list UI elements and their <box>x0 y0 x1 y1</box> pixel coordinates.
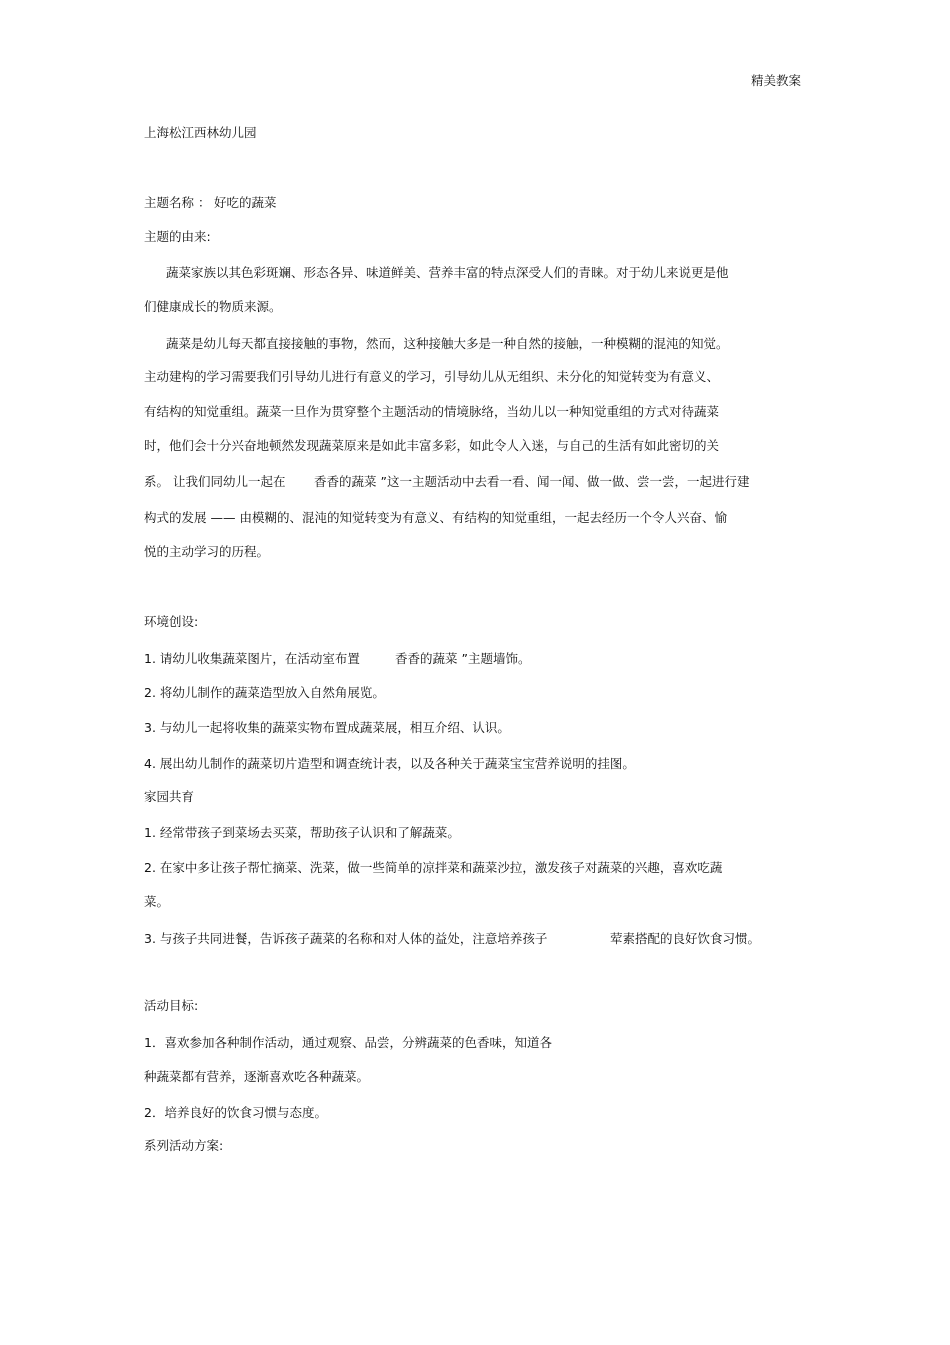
origin-p2-line2: 主动建构的学习需要我们引导幼儿进行有意义的学习，引导幼儿从无组织、未分化的知觉转变为有意义、 <box>144 369 720 384</box>
theme-name-value: 好吃的蔬菜 <box>214 195 277 210</box>
environment-item2: 2. 将幼儿制作的蔬菜造型放入自然角展览。 <box>144 685 385 700</box>
environment-item4: 4. 展出幼儿制作的蔬菜切片造型和调查统计表，以及各种关于蔬菜宝宝营养说明的挂图。 <box>144 756 635 771</box>
environment-item3: 3. 与幼儿一起将收集的蔬菜实物布置成蔬菜展，相互介绍、认识。 <box>144 720 510 735</box>
series-heading: 系列活动方案: <box>144 1138 224 1153</box>
home-item2-line1: 2. 在家中多让孩子帮忙摘菜、洗菜，做一些简单的凉拌菜和蔬菜沙拉，激发孩子对蔬菜的兴趣，喜欢吃蔬 <box>144 860 723 875</box>
home-item2-line2: 菜。 <box>144 894 170 909</box>
goal1-line2: 种蔬菜都有营养，逐渐喜欢吃各种蔬菜。 <box>144 1069 370 1084</box>
origin-p2-line4: 时，他们会十分兴奋地顿然发现蔬菜原来是如此丰富多彩，如此令人入迷，与自己的生活有如此密切的关 <box>144 438 720 453</box>
environment-heading: 环境创设: <box>144 614 199 629</box>
environment-item1-part2: 香香的蔬菜 ”主题墙饰。 <box>395 651 531 666</box>
origin-heading: 主题的由来: <box>144 229 211 244</box>
home-item1: 1. 经常带孩子到菜场去买菜，帮助孩子认识和了解蔬菜。 <box>144 825 460 840</box>
home-item3-part2: 荤素搭配的良好饮食习惯。 <box>610 931 761 946</box>
origin-p1-line1: 蔬菜家族以其色彩斑斓、形态各异、味道鲜美、营养丰富的特点深受人们的青睐。对于幼儿来说更是他 <box>166 265 729 280</box>
origin-p2-line1: 蔬菜是幼儿每天都直接接触的事物，然而，这种接触大多是一种自然的接触，一种模糊的混沌的知觉。 <box>166 336 729 351</box>
home-item3-part1: 3. 与孩子共同进餐，告诉孩子蔬菜的名称和对人体的益处，注意培养孩子 <box>144 931 548 946</box>
origin-p2-line5-part2: 香香的蔬菜 ”这一主题活动中去看一看、闻一闻、做一做、尝一尝，一起进行建 <box>314 474 750 489</box>
origin-p2-line6: 构式的发展 —— 由模糊的、混沌的知觉转变为有意义、有结构的知觉重组，一起去经历一个令人兴奋、愉 <box>144 510 727 525</box>
school-name: 上海松江西林幼儿园 <box>144 125 257 140</box>
origin-p2-line3: 有结构的知觉重组。蔬菜一旦作为贯穿整个主题活动的情境脉络，当幼儿以一种知觉重组的方式对待蔬菜 <box>144 404 720 419</box>
origin-p2-line7: 悦的主动学习的历程。 <box>144 544 270 559</box>
origin-p2-line5-part1: 系。 让我们同幼儿一起在 <box>144 474 286 489</box>
environment-item1-part1: 1. 请幼儿收集蔬菜图片，在活动室布置 <box>144 651 360 666</box>
goals-heading: 活动目标: <box>144 998 199 1013</box>
theme-name-label: 主题名称 ： <box>144 195 211 210</box>
goal2: 2．培养良好的饮食习惯与态度。 <box>144 1105 327 1120</box>
home-heading: 家园共育 <box>144 789 195 804</box>
origin-p1-line2: 们健康成长的物质来源。 <box>144 299 282 314</box>
goal1-line1: 1．喜欢参加各种制作活动，通过观察、品尝，分辨蔬菜的色香味，知道各 <box>144 1035 552 1050</box>
header-label: 精美教案 <box>751 73 802 88</box>
